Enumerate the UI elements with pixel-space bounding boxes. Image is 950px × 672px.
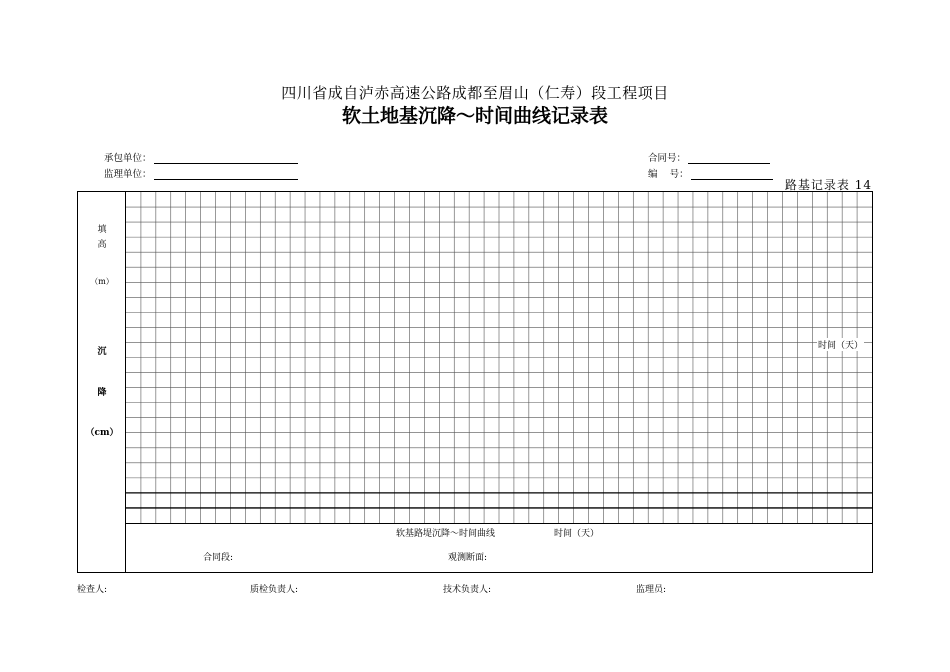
contract-no-label: 合同号： [648, 153, 687, 164]
time-axis-label: 时间（天） [817, 338, 864, 351]
contract-section-label: 合同段: [203, 553, 234, 563]
number-field [648, 166, 773, 180]
observation-section-label: 观测断面: [448, 553, 488, 563]
fill-height-unit: （m） [90, 277, 114, 286]
number-label: 编 号： [648, 169, 689, 180]
contractor-field [104, 150, 298, 164]
supervisor-field [104, 166, 298, 180]
contractor-line[interactable] [154, 153, 298, 164]
tech-manager-label: 技术负责人: [443, 585, 492, 595]
y-axis-label-column [78, 192, 126, 572]
inspector-label: 检查人: [77, 585, 108, 595]
curve-info-box [126, 523, 872, 572]
contract-no-line[interactable] [688, 153, 770, 164]
settlement-label-1: 沉 [97, 347, 107, 357]
record-number: 路基记录表 14 [784, 178, 872, 192]
chart-frame [77, 191, 873, 573]
project-subtitle: 四川省成自泸赤高速公路成都至眉山（仁寿）段工程项目 [281, 84, 669, 102]
form-title: 软土地基沉降～时间曲线记录表 [341, 105, 608, 127]
quality-manager-label: 质检负责人: [250, 585, 299, 595]
contract-no-field [648, 150, 770, 164]
contractor-label: 承包单位： [104, 153, 152, 164]
settlement-label-2: 降 [97, 388, 107, 398]
number-line[interactable] [691, 169, 773, 180]
time-caption: 时间（天） [554, 529, 600, 539]
supervisor-line[interactable] [154, 169, 298, 180]
settlement-unit: （cm） [85, 428, 119, 438]
fill-height-label-1: 填 [97, 225, 107, 235]
supervisor-label: 监理单位： [104, 169, 152, 180]
fill-height-label-2: 高 [97, 240, 107, 250]
curve-caption: 软基路堤沉降～时间曲线 [396, 529, 496, 539]
supervisor-signature-label: 监理员: [636, 585, 667, 595]
graph-grid[interactable] [126, 192, 872, 523]
